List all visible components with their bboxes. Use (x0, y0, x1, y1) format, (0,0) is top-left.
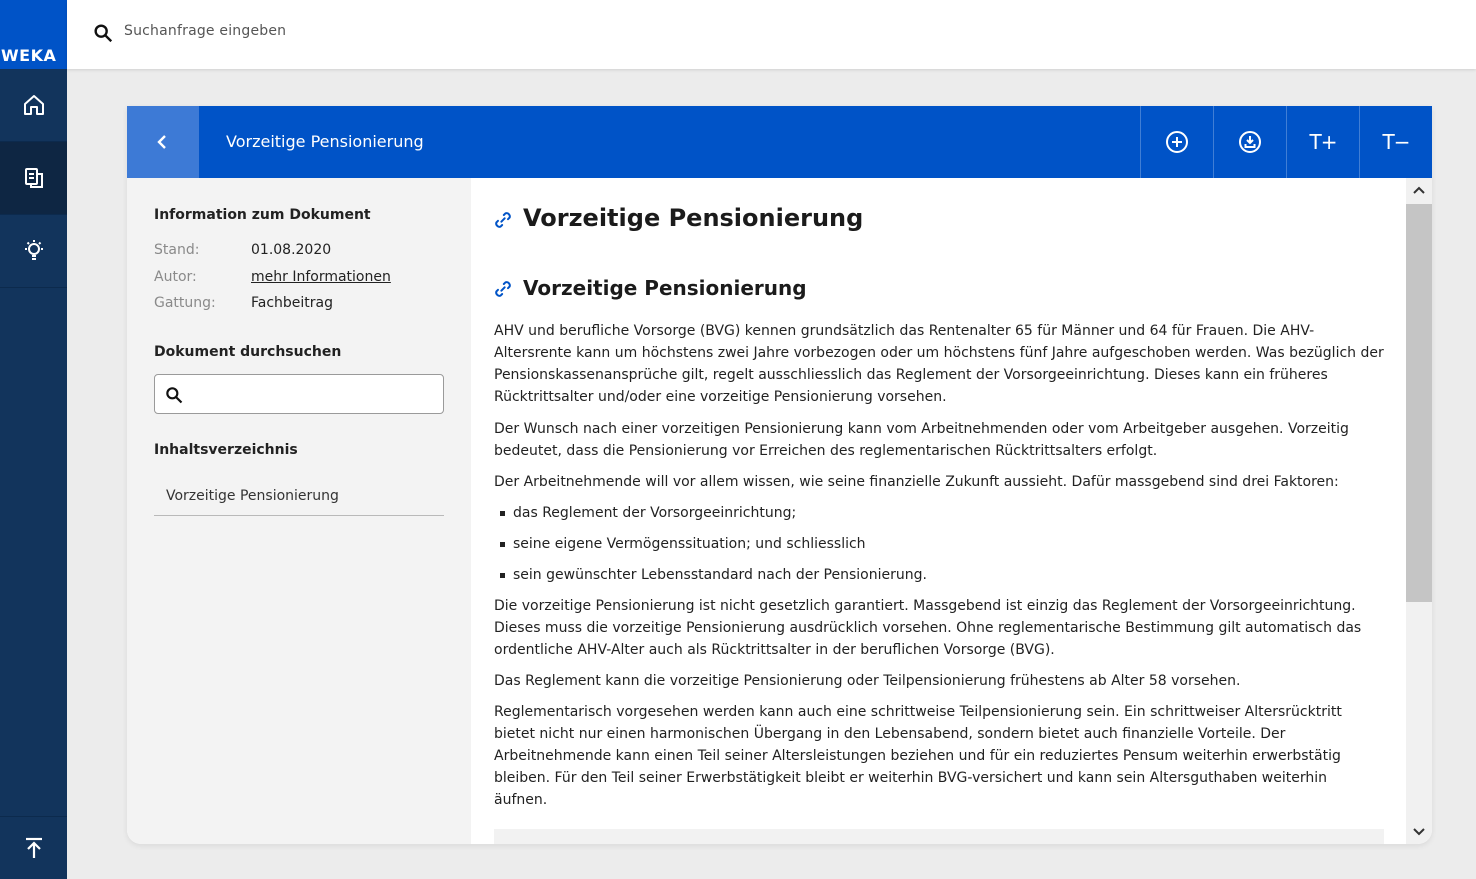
font-increase-label: T+ (1309, 130, 1337, 154)
search-input[interactable]: Suchanfrage eingeben (124, 23, 287, 39)
paragraph: Der Arbeitnehmende will vor allem wissen, wie seine finanzielle Zukunft aussieht. Dafür massgebend sind drei Faktoren: (494, 474, 1339, 490)
scroll-to-top-button[interactable] (0, 816, 67, 879)
nav-item-documents[interactable] (0, 142, 67, 215)
paragraph: Die vorzeitige Pensionierung ist nicht gesetzlich garantiert. Massgebend ist einzig das Reglement der Vorsorgeeinrichtung. Dieses muss die vorzeitige Pensionierung ausdrücklich vorsehen. Ohne reglementarische Bestimmung gilt automatisch das ordentliche AHV-Alter auch als Rücktrittsalter in der beruflichen Vorsorge (BVG). (494, 598, 1362, 658)
top-search-bar (67, 0, 1476, 69)
link-icon[interactable] (493, 210, 513, 230)
meta-value: 01.08.2020 (251, 242, 332, 258)
document-icon (22, 166, 46, 190)
logo-text: WEKA (1, 46, 57, 65)
scroll-down-button[interactable] (1406, 820, 1432, 844)
back-button[interactable] (127, 106, 199, 178)
font-decrease-label: T− (1382, 130, 1410, 154)
lightbulb-icon (22, 239, 46, 263)
search-heading: Dokument durchsuchen (154, 344, 342, 360)
author-info-link[interactable]: mehr Informationen (251, 269, 391, 285)
paragraph: Reglementarisch vorgesehen werden kann auch eine schrittweise Teilpensionierung sein. Ein schrittweiser Altersrücktritt bietet nicht nur einen harmonischen Übergang in den Lebensabend, sondern bietet auch finanzielle Vorteile. Der Arbeitnehmende kann einen Teil seiner Altersleistungen beziehen und für ein reduziertes Pensum weiterhin erwerbstätig bleiben. Für den Teil seiner Erwerbstätigkeit bleibt er weiterhin BVG-versichert und kann sein Altersguthaben weiterhin äufnen. (494, 704, 1342, 808)
search-icon[interactable] (92, 22, 114, 44)
info-heading: Information zum Dokument (154, 207, 371, 223)
main-navigation (0, 0, 67, 879)
font-decrease-button[interactable] (1359, 106, 1432, 178)
list-item-text: sein gewünschter Lebensstandard nach der Pensionierung. (513, 567, 927, 583)
nav-item-home[interactable] (0, 69, 67, 142)
download-circle-icon (1238, 130, 1262, 154)
paragraph: Der Wunsch nach einer vorzeitigen Pensionierung kann vom Arbeitnehmenden oder vom Arbeitgeber ausgehen. Vorzeitig bedeutet, dass die Pensionierung vor Erreichen des reglementarischen Rücktrittsalters erfolgt. (494, 421, 1349, 459)
list-item-text: seine eigene Vermögenssituation; und schliesslich (513, 536, 866, 552)
document-search-input[interactable] (193, 381, 433, 407)
list-item (500, 564, 927, 586)
plus-circle-icon (1165, 130, 1189, 154)
list-item (500, 502, 796, 524)
scrollbar-thumb[interactable] (1406, 204, 1432, 602)
nav-item-ideas[interactable] (0, 215, 67, 288)
content-scrollbar[interactable] (1406, 178, 1432, 844)
home-icon (22, 93, 46, 117)
scroll-up-button[interactable] (1406, 178, 1432, 202)
document-title: Vorzeitige Pensionierung (226, 132, 424, 151)
document-search-box[interactable] (154, 374, 444, 414)
meta-label: Stand: (154, 242, 200, 258)
search-icon (164, 385, 184, 405)
export-button[interactable] (1213, 106, 1286, 178)
toc-heading: Inhaltsverzeichnis (154, 442, 298, 458)
chevron-down-icon (1412, 827, 1426, 837)
weka-logo[interactable] (0, 0, 67, 69)
add-bookmark-button[interactable] (1140, 106, 1213, 178)
chevron-left-icon (155, 134, 171, 150)
paragraph: AHV und berufliche Vorsorge (BVG) kennen grundsätzlich das Rentenalter 65 für Männer und 64 für Frauen. Die AHV-Altersrente kann um höchstens zwei Jahre vorbezogen oder um höchstens fünf Jahre aufgeschoben werden. Was bezüglich der Pensionskassenansprüche gilt, regelt ausschliesslich das Reglement der Vorsorgeeinrichtung. Dieses kann ein früheres Rücktrittsalter und/oder eine vorzeitige Pensionierung vorsehen. (494, 323, 1384, 405)
meta-label: Gattung: (154, 295, 216, 311)
list-item (500, 533, 866, 555)
section-heading: Vorzeitige Pensionierung (523, 276, 807, 300)
document-heading: Vorzeitige Pensionierung (523, 204, 864, 232)
paragraph: Das Reglement kann die vorzeitige Pensionierung oder Teilpensionierung frühestens ab Alter 58 vorsehen. (494, 673, 1241, 689)
meta-label: Autor: (154, 269, 197, 285)
chevron-up-icon (1412, 185, 1426, 195)
document-card (127, 106, 1432, 844)
scroll-to-top-icon (22, 836, 46, 860)
link-icon[interactable] (493, 279, 513, 299)
info-box (494, 829, 1384, 844)
meta-value: Fachbeitrag (251, 295, 334, 311)
document-header (127, 106, 1432, 178)
font-increase-button[interactable] (1286, 106, 1359, 178)
document-sidebar (127, 178, 471, 844)
toc-item[interactable]: Vorzeitige Pensionierung (154, 484, 444, 516)
list-item-text: das Reglement der Vorsorgeeinrichtung; (513, 505, 797, 521)
document-content (471, 178, 1406, 844)
